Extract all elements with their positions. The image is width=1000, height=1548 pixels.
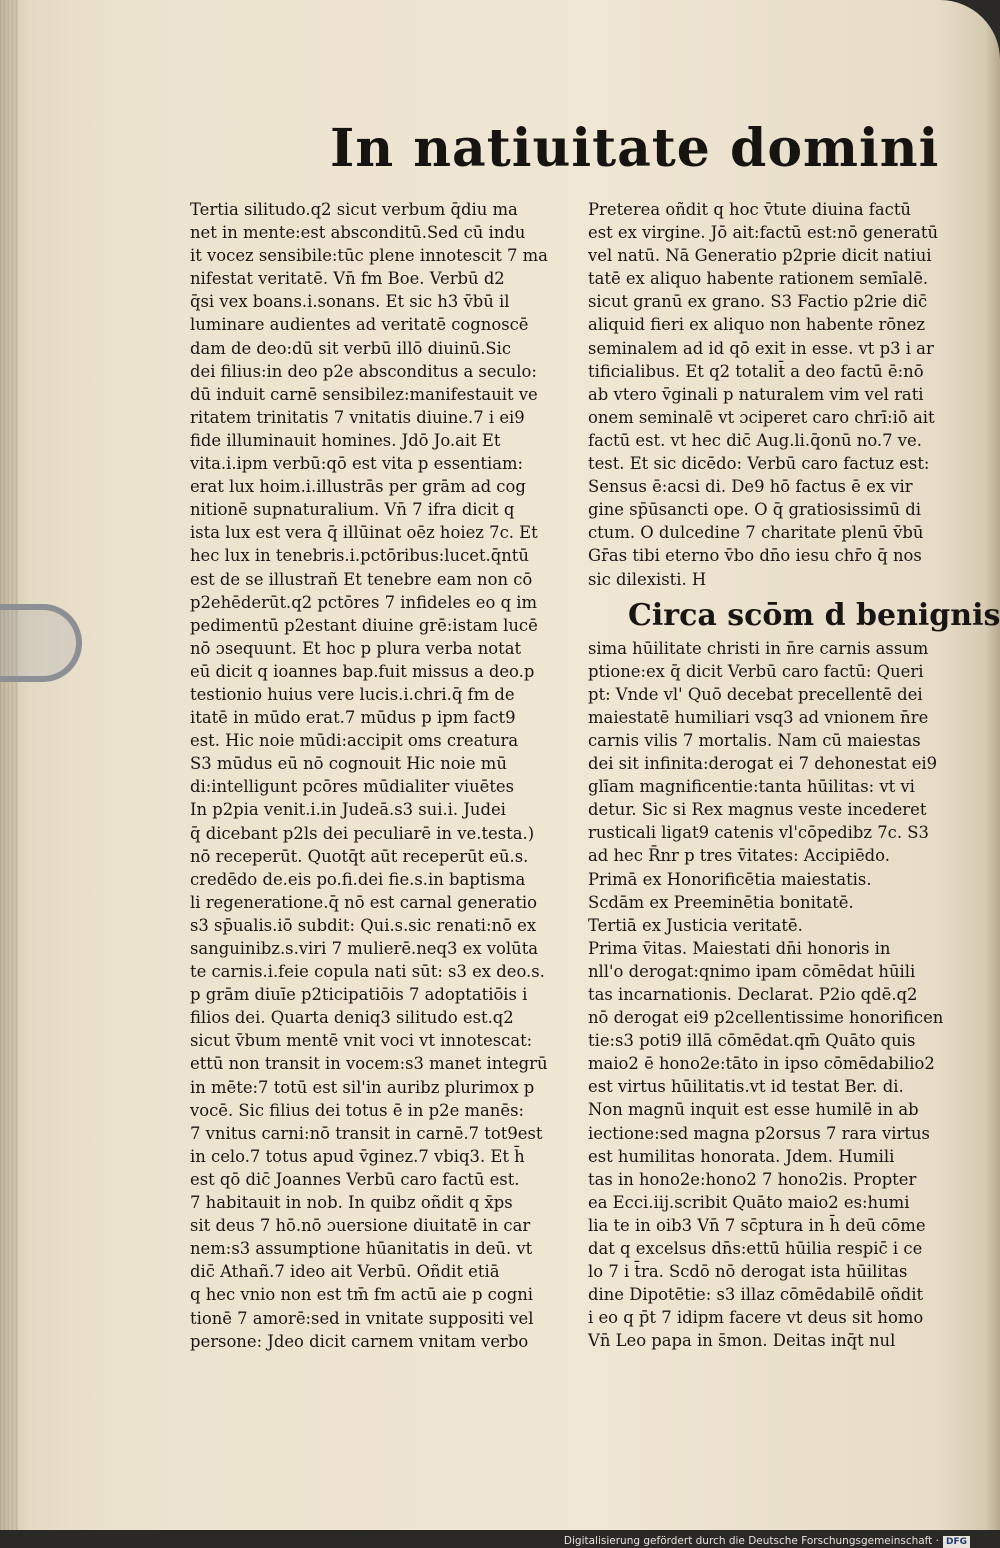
left-text-column [190,198,572,1353]
text-line: nll'o derogat:qnimo ipam cōmēdat hūili [588,961,916,981]
text-line: pt: Vnde vl' Quō decebat precellentē dei [588,684,923,704]
text-line: sic dilexisti. H [588,569,707,589]
text-line: it vocez sensibile:tūc plene innotescit 7 ma [190,246,548,266]
text-line: In p2pia venit.i.in Judeā.s3 sui.i. Judei [190,800,506,820]
text-line: persone: Jdeo dicit carnem vnitam verbo [190,1331,529,1351]
text-line: testionio huius vere lucis.i.chri.q̄ fm de [190,684,515,704]
text-line: dam de deo:dū sit verbū illō diuinū.Sic [190,338,512,358]
text-line: tionē 7 amorē:sed in vnitate suppositi vel [190,1308,534,1328]
text-line: est. Hic noie mūdi:accipit oms creatura [190,731,519,751]
text-line: Sensus ē:acsi di. De9 hō factus ē ex vir [588,477,913,497]
text-line: carnis vilis 7 mortalis. Nam cū maiestas [588,730,921,750]
text-line: tas incarnationis. Declarat. P2io qdē.q2 [588,985,918,1004]
text-line: maiestatē humiliari vsq3 ad vnionem n̄re [588,707,929,727]
text-line: dei sit infinita:derogat ei 7 dehonestat ei9 [588,754,938,774]
text-line: sicut v̄bum mentē vnit voci vt innotescat: [190,1031,533,1051]
text-line: test. Et sic dicēdo: Verbū caro factuz est: [588,454,930,474]
text-line: tatē ex aliquo habente rationem semīalē. [588,269,929,289]
text-line: nem:s3 assumptione hūanitatis in deū. vt [190,1239,533,1259]
text-line: tas in hono2e:hono2 7 hono2is. Propter [588,1169,917,1189]
text-line: nō derogat ei9 p2cellentissime honorificen [588,1008,944,1028]
text-line: gine sp̄ūsancti ope. O q̄ gratiosissimū di [588,500,922,520]
text-line: dic̄ Athañ.7 ideo ait Verbū. Oñdit etiā [190,1262,500,1282]
text-line: est de se illustrañ Et tenebre eam non cō [190,569,533,589]
text-line: seminalem ad id qō exit in esse. vt p3 i ar [588,338,934,358]
text-line: tie:s3 poti9 illā cōmēdat.qm̄ Quāto quis [588,1031,916,1051]
text-line: lia te in oib3 Vn̄ 7 sc̄ptura in h̄ deū cōme [588,1215,926,1235]
text-line: i eo q p̄t 7 idipm facere vt deus sit homo [588,1308,924,1328]
text-line: erat lux hoim.i.illustrās per grām ad cog [190,477,526,497]
text-line: dine Dipotētie: s3 illaz cōmēdabilē oñdit [588,1285,924,1305]
text-line: nō ɔsequunt. Et hoc p plura verba notat [190,638,522,658]
text-line: vocē. Sic filius dei totus ē in p2e manēs: [190,1100,524,1120]
text-line: sanguinibz.s.viri 7 mulierē.neq3 ex volūta [190,939,539,958]
text-line: Non magnū inquit est esse humilē in ab [588,1100,919,1120]
text-line: vel natū. Nā Generatio p2prie dicit natiui [588,246,932,266]
text-line: ctum. O dulcedine 7 charitate plenū v̄bū [588,523,924,543]
text-line: S3 mūdus eū nō cognouit Hic noie mū [190,754,507,774]
text-line: detur. Sic si Rex magnus veste incederet [588,800,927,820]
text-line: di:intelligunt pcōres mūdialiter viuētes [190,777,515,797]
text-line: nō receperūt. Quotq̄t aūt receperūt eū.s. [190,846,529,866]
page-clip [0,604,82,682]
text-line: q̄ dicebant p2ls dei peculiarē in ve.testa.) [190,823,535,843]
text-line: in celo.7 totus apud v̄ginez.7 vbiq3. Et h̄ [190,1146,525,1166]
text-line: nitionē supnaturalium. Vn̄ 7 ifra dicit q [190,500,515,520]
text-line: dei filius:in deo p2e absconditus a seculo: [190,361,537,381]
text-line: credēdo de.eis po.fi.dei fie.s.in baptisma [190,869,526,889]
text-line: dat q excelsus dn̄s:ettū hūilia respic̄ i ce [588,1239,923,1259]
text-line: glīam magnificentie:tanta hūilitas: vt vi [588,777,915,797]
right-column-bottom [588,637,958,1353]
text-line: vita.i.ipm verbū:qō est vita p essentiam: [190,454,524,474]
text-line: ista lux est vera q̄ illūinat oēz hoiez 7c. Et [190,523,538,543]
text-line: est ex virgine. Jō ait:factū est:nō generatū [588,223,939,243]
text-line: sit deus 7 hō.nō ɔuersione diuitatē in car [190,1216,531,1236]
text-line: Preterea oñdit q hoc v̄tute diuina factū [588,200,911,219]
footer-text: Digitalisierung gefördert durch die Deutsche Forschungsgemeinschaft · [563,1535,939,1547]
text-line: luminare audientes ad veritatē cognoscē [190,315,529,335]
text-line: onem seminalē vt ɔciperet caro chrī:iō ait [588,407,935,427]
text-line: q̄si vex boans.i.sonans. Et sic h3 v̄bū il [190,292,510,312]
text-line: 7 habitauit in nob. In quibz oñdit q x̄ps [190,1193,513,1213]
text-line: maio2 ē hono2e:tāto in ipso cōmēdabilio2 [588,1054,935,1074]
text-line: Vn̄ Leo papa in s̄mon. Deitas inq̄t nul [588,1331,896,1351]
text-line: itatē in mūdo erat.7 mūdus p ipm fact9 [190,708,516,728]
funding-footer [564,1534,970,1548]
text-line: sima hūilitate christi in n̄re carnis assum [588,638,929,658]
text-line: dū induit carnē sensibilez:manifestauit ve [190,384,538,404]
text-line: est humilitas honorata. Jdem. Humili [588,1146,895,1166]
text-line: hec lux in tenebris.i.pctōribus:lucet.q̄ntū [190,546,529,566]
text-line: factū est. vt hec dic̄ Aug.li.q̄onū no.7 ve. [588,430,922,450]
text-line: eū dicit q ioannes bap.fuit missus a deo.p [190,661,535,681]
text-line: ptione:ex q̄ dicit Verbū caro factū: Queri [588,661,924,681]
text-line: Gr̄as tibi eterno v̄bo dn̄o iesu chr̄o q̄ nos [588,546,922,566]
right-column-top [588,198,958,591]
text-line: 7 vnitus carni:nō transit in carnē.7 tot9est [190,1123,543,1143]
text-line: tificialibus. Et q2 totalit̄ a deo factū ē:nō [588,361,924,381]
text-line: Tertiā ex Justicia veritatē. [588,915,803,935]
text-line: pedimentū p2estant diuine grē:istam lucē [190,615,538,635]
text-line: rusticali ligat9 catenis vl'cōpedibz 7c. S3 [588,823,929,843]
text-line: ad hec R̄nr p tres v̄itates: Accipiēdo. [588,846,890,866]
text-line: aliquid fieri ex aliquo non habente rōnez [588,315,926,335]
text-line: in mēte:7 totū est sil'in auribz plurimox p [190,1077,535,1097]
text-line: net in mente:est absconditū.Sed cū indu [190,223,526,243]
text-line: p2ehēderūt.q2 pctōres 7 infideles eo q im [190,592,538,612]
text-line: Tertia silitudo.q2 sicut verbum q̄diu ma [190,200,518,219]
section-subheading: Circa scōm d benignis [628,597,1000,633]
text-line: fide illuminauit homines. Jdō Jo.ait Et [190,430,501,450]
text-line: te carnis.i.feie copula nati sūt: s3 ex deo.s. [190,962,545,982]
dfg-logo: DFG [943,1536,970,1548]
text-line: est virtus hūilitatis.vt id testat Ber. di. [588,1077,904,1097]
text-line: li regeneratione.q̄ nō est carnal generatio [190,892,538,912]
text-line: ettū non transit in vocem:s3 manet integrū [190,1054,548,1074]
text-line: s3 sp̄ualis.iō subdit: Qui.s.sic renati:nō ex [190,915,537,935]
text-line: Scdām ex Preeminētia bonitatē. [588,892,854,912]
text-line: q hec vnio non est tm̄ fm actū aie p cogni [190,1285,534,1305]
text-line: iectione:sed magna p2orsus 7 rara virtus [588,1123,930,1143]
right-text-column [588,198,1000,1353]
text-line: ea Ecci.iij.scribit Quāto maio2 es:humi [588,1192,910,1212]
text-line: Primā ex Honorificētia maiestatis. [588,869,872,889]
text-line: Prima v̄itas. Maiestati dn̄i honoris in [588,938,891,958]
text-line: lo 7 i t̄ra. Scdō nō derogat ista hūilitas [588,1262,908,1282]
text-line: ritatem trinitatis 7 vnitatis diuine.7 i ei9 [190,407,525,427]
text-line: filios dei. Quarta deniq3 silitudo est.q2 [190,1008,514,1028]
text-line: est qō dic̄ Joannes Verbū caro factū est. [190,1169,520,1189]
text-line: ab vtero v̄ginali p naturalem vim vel rati [588,384,924,404]
text-line: p grām diuīe p2ticipatiōis 7 adoptatiōis i [190,985,528,1005]
text-line: nifestat veritatē. Vn̄ fm Boe. Verbū d2 [190,269,505,289]
text-line: sicut granū ex grano. S3 Factio p2rie dic̄ [588,292,928,312]
page-heading: In natiuitate domini [330,118,940,179]
